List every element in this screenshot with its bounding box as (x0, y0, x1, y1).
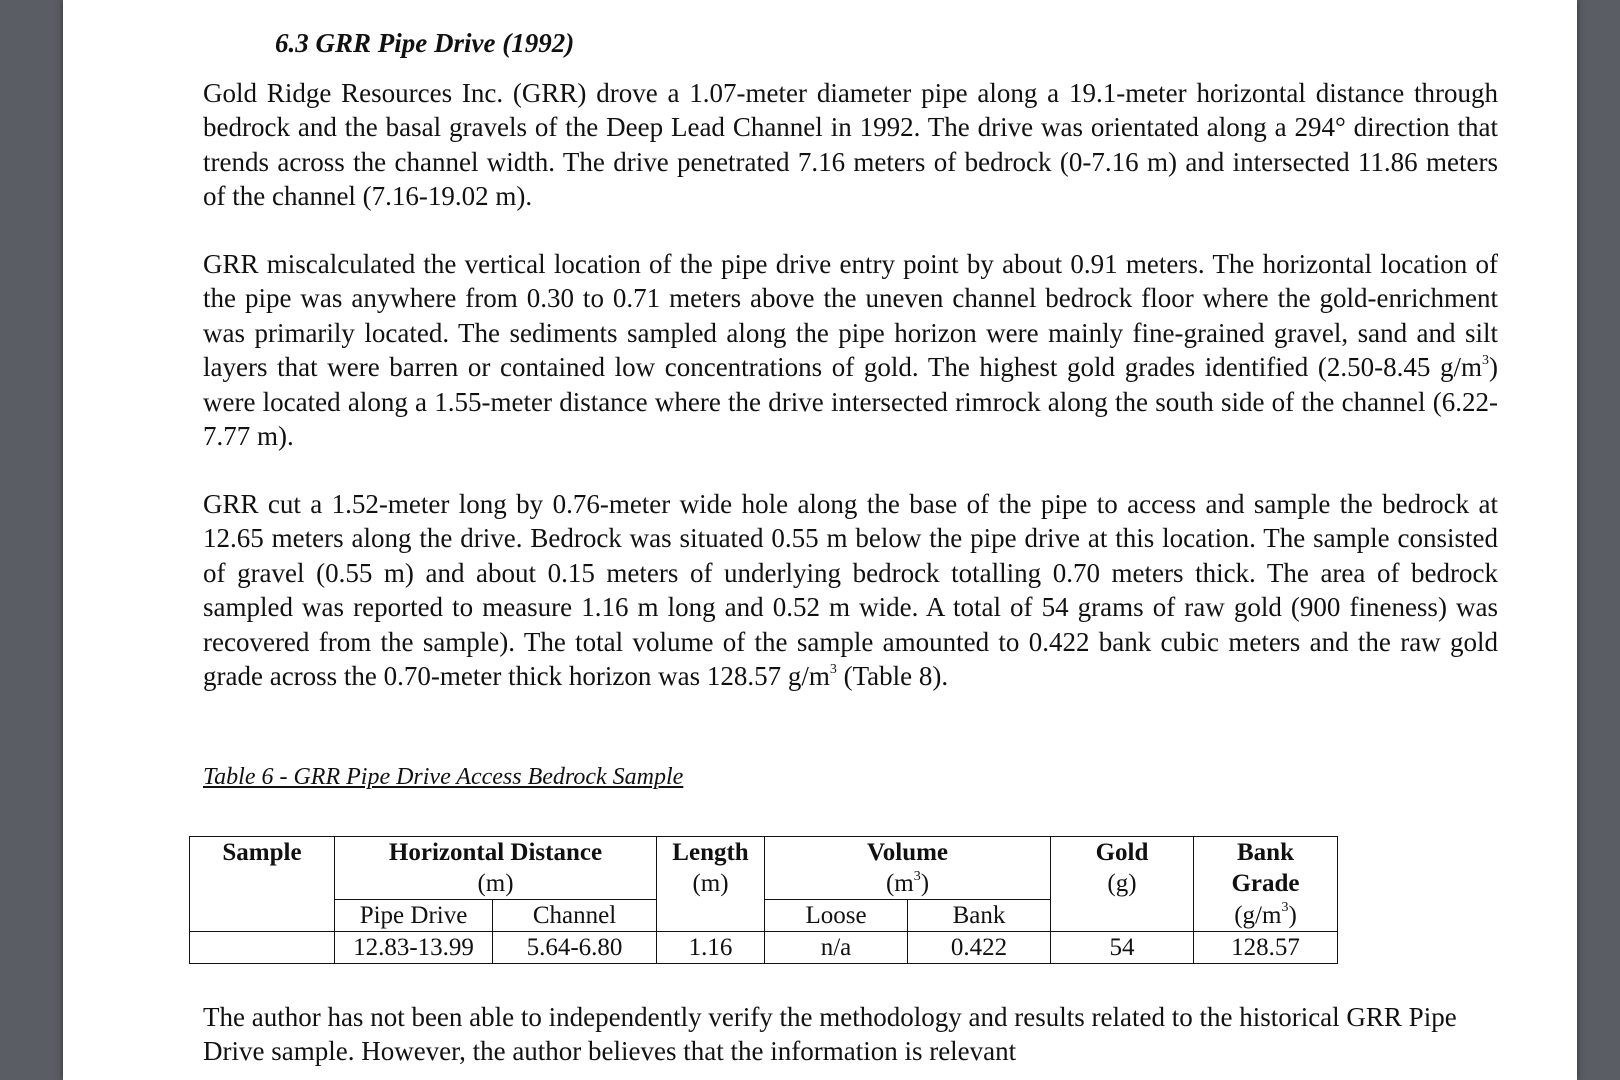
table-header-row-1 (190, 837, 1338, 869)
header-gold-unit: (g) (1051, 868, 1194, 900)
section-heading: 6.3 GRR Pipe Drive (1992) (275, 28, 575, 58)
header-channel: Channel (493, 900, 657, 932)
cell-sample (190, 932, 335, 964)
header-gold: Gold (1051, 837, 1194, 869)
volume-unit-close: ) (920, 870, 930, 897)
table-header-row-3 (190, 900, 1338, 932)
table-caption: Table 6 - GRR Pipe Drive Access Bedrock Sample (203, 764, 684, 790)
header-sample: Sample (190, 837, 335, 869)
header-grade-unit (1194, 900, 1338, 932)
table-header-row-2 (190, 868, 1338, 900)
header-length: Length (657, 837, 765, 869)
header-loose: Loose (765, 900, 908, 932)
paragraph-3-text-b: (Table 8). (836, 661, 949, 692)
header-gold-blank (1051, 900, 1194, 932)
header-grade: Grade (1194, 868, 1338, 900)
paragraph-1: Gold Ridge Resources Inc. (GRR) drove a 1.07-meter diameter pipe along a 19.1-meter horizontal distance through bedrock and the basal gravels of the Deep Lead Channel in 1992. The drive was orientated along a 294° direction that trends across the channel width. The drive penetrated 7.16 meters of bedrock (0-7.16 m) and intersected 11.86 meters of the channel (7.16-19.02 m). (203, 78, 1498, 212)
header-bank-volume: Bank (908, 900, 1051, 932)
header-bank: Bank (1194, 837, 1338, 869)
header-pipe-drive: Pipe Drive (335, 900, 493, 932)
grade-unit-superscript: 3 (1281, 900, 1289, 916)
cell-gold: 54 (1051, 932, 1194, 964)
volume-unit-text: (m (885, 870, 914, 897)
cell-pipe-drive: 12.83-13.99 (335, 932, 493, 964)
paragraph-2-text-a: GRR miscalculated the vertical location of the pipe drive entry point by about 0.91 meters. The horizontal location of the pipe was anywhere from 0.30 to 0.71 meters above the uneven channel bedrock floor where the gold-enrichment was primarily located. The sediments sampled along the pipe horizon were mainly fine-grained gravel, sand and silt layers that were barren or contained low concentrations of gold. The highest gold grades identified (2.50-8.45 g/m (203, 249, 1498, 383)
cell-channel: 5.64-6.80 (493, 932, 657, 964)
volume-unit-superscript: 3 (913, 868, 921, 884)
cell-bank: 0.422 (908, 932, 1051, 964)
grade-unit-text: (g/m (1234, 901, 1282, 929)
paragraph-3-text-a: GRR cut a 1.52-meter long by 0.76-meter wide hole along the base of the pipe to access and sample the bedrock at 12.65 meters along the drive. Bedrock was situated 0.55 m below the pipe drive at this location. The sample consisted of gravel (0.55 m) and about 0.15 meters of underlying bedrock totalling 0.70 meters thick. The area of bedrock sampled was reported to measure 1.16 m long and 0.52 m wide. A total of 54 grams of raw gold (900 fineness) was recovered from the sample). The total volume of the sample amounted to 0.422 bank cubic meters and the raw gold grade across the 0.70-meter thick horizon was 128.57 g/m (203, 489, 1498, 692)
paragraph-2 (203, 247, 1498, 453)
cell-length: 1.16 (657, 932, 765, 964)
table-row (190, 932, 1338, 964)
header-length-blank (657, 900, 765, 932)
header-length-unit: (m) (657, 868, 765, 900)
paragraph-3-superscript: 3 (829, 662, 837, 678)
cell-grade: 128.57 (1194, 932, 1338, 964)
header-horizontal-distance-unit: (m) (335, 868, 657, 900)
header-horizontal-distance: Horizontal Distance (335, 837, 657, 869)
paragraph-2-superscript: 3 (1482, 353, 1489, 369)
sample-table (189, 836, 1338, 964)
header-sample-blank-2 (190, 900, 335, 932)
header-volume-unit (765, 868, 1051, 900)
grade-unit-close: ) (1288, 901, 1297, 929)
paragraph-2-text-b: ) were located along a 1.55-meter distance where the drive intersected rimrock along the south side of the channel (6.22-7.77 m). (203, 352, 1498, 452)
header-sample-blank (190, 868, 335, 900)
document-page (63, 0, 1577, 1080)
header-volume: Volume (765, 837, 1051, 869)
paragraph-3 (203, 487, 1498, 693)
cell-loose: n/a (765, 932, 908, 964)
paragraph-5: The author has not been able to independently verify the methodology and results related to the historical GRR Pipe Drive sample. However, the author believes that the information is relevant (203, 1002, 1457, 1067)
